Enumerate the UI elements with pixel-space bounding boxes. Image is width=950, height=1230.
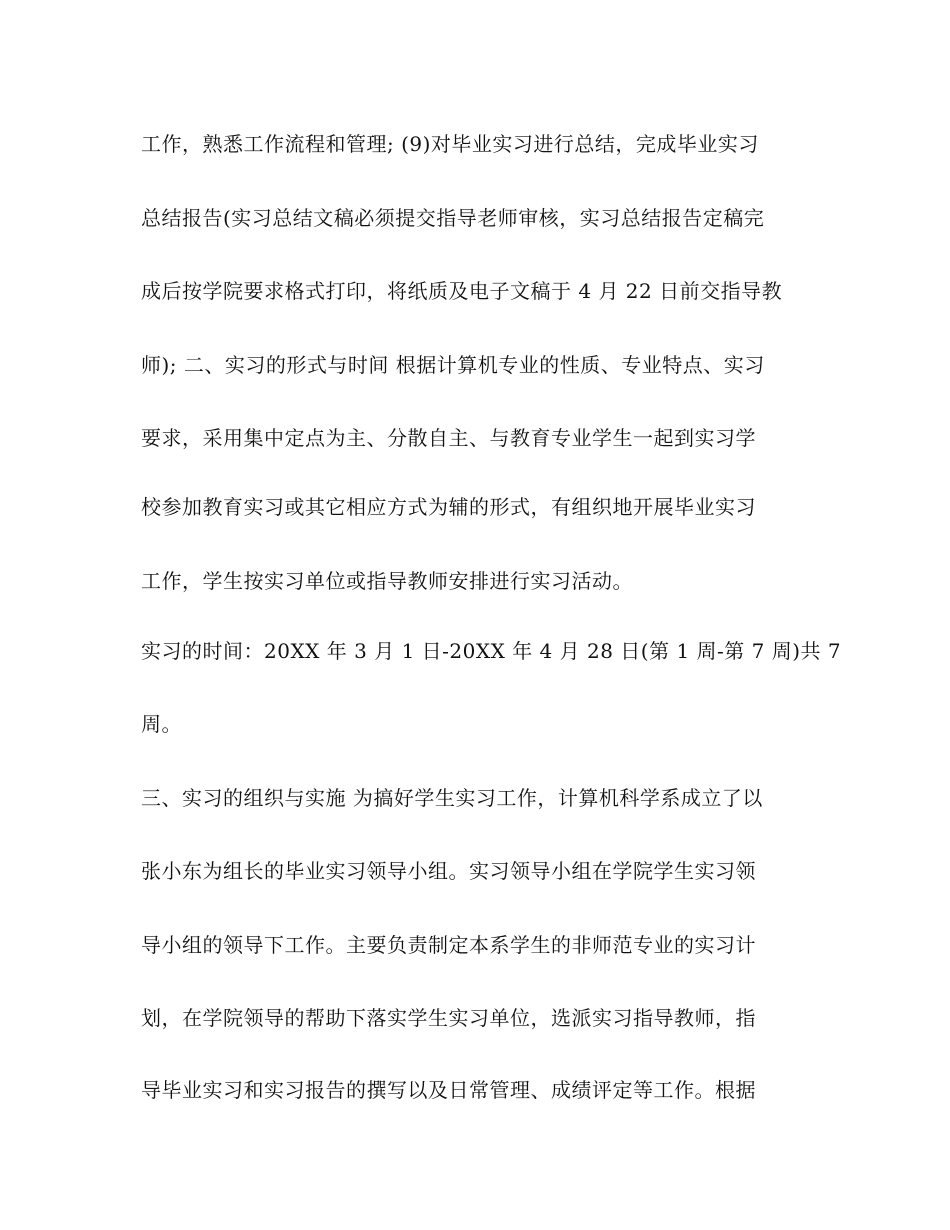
text-line: 周。 [141,712,182,736]
text-line: 导毕业实习和实习报告的撰写以及日常管理、成绩评定等工作。根据 [141,1078,756,1102]
text-line: 要求，采用集中定点为主、分散自主、与教育专业学生一起到实习学 [141,426,756,450]
text-line: 师); 二、实习的形式与时间 根据计算机专业的性质、专业特点、实习 [141,353,765,377]
text-line: 三、实习的组织与实施 为搞好学生实习工作，计算机科学系成立了以 [141,786,763,810]
text-line: 实习的时间：20XX 年 3 月 1 日-20XX 年 4 月 28 日(第 1 周-第 7 周)共 7 [141,639,842,663]
text-line: 工作，学生按实习单位或指导教师安排进行实习活动。 [141,569,633,593]
text-line: 成后按学院要求格式打印，将纸质及电子文稿于 4 月 22 日前交指导教 [141,279,783,303]
text-line: 划，在学院领导的帮助下落实学生实习单位，选派实习指导教师，指 [141,1006,756,1030]
text-line: 总结报告(实习总结文稿必须提交指导老师审核，实习总结报告定稿完 [141,206,765,230]
text-line: 工作，熟悉工作流程和管理; (9)对毕业实习进行总结，完成毕业实习 [141,132,759,156]
text-line: 张小东为组长的毕业实习领导小组。实习领导小组在学院学生实习领 [141,859,756,883]
text-line: 导小组的领导下工作。主要负责制定本系学生的非师范专业的实习计 [141,933,756,957]
text-line: 校参加教育实习或其它相应方式为辅的形式，有组织地开展毕业实习 [141,495,756,519]
